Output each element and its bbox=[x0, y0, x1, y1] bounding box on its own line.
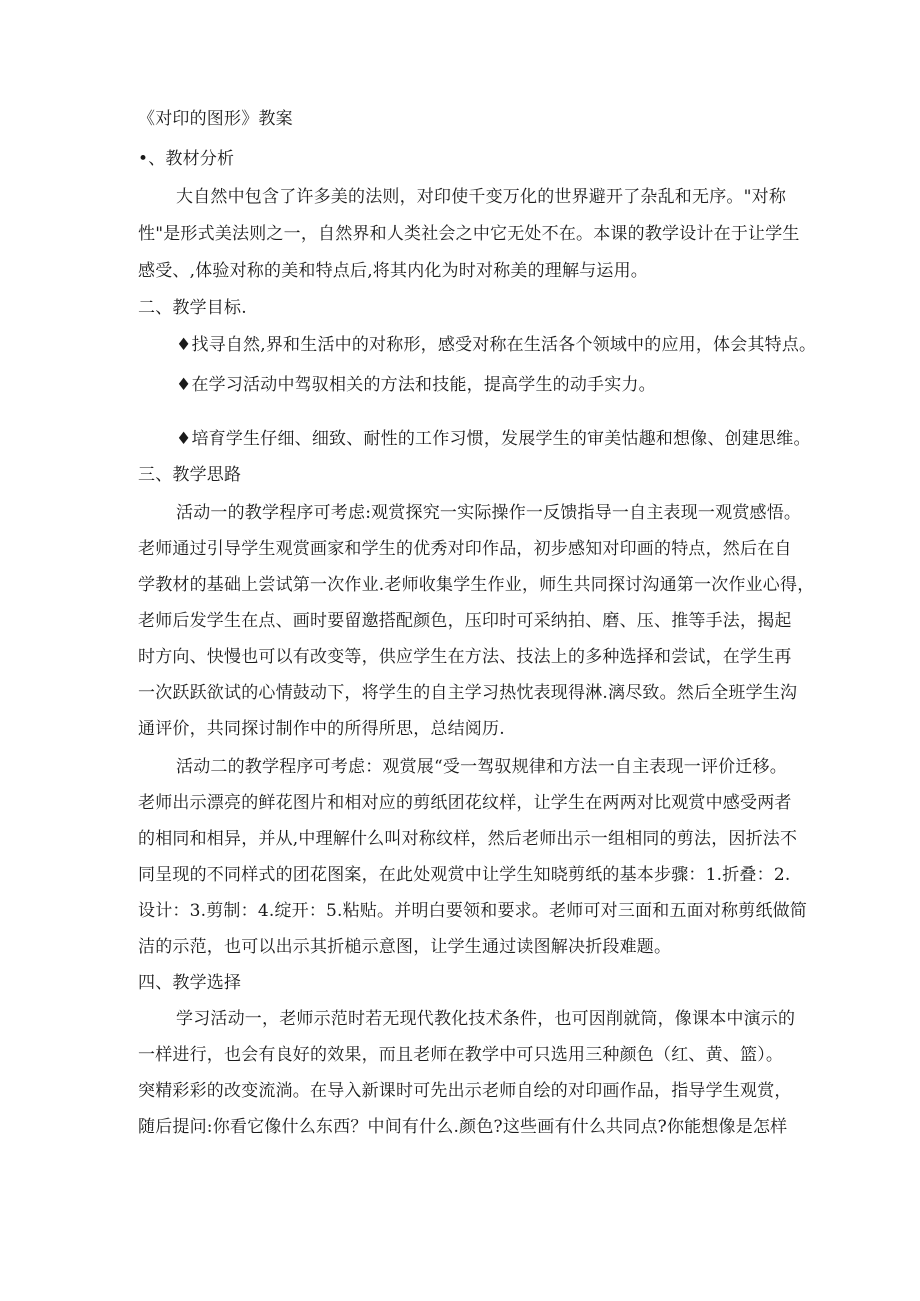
section3-para2-line: 老师出示漂亮的鲜花图片和相对应的剪纸团花纹样，让学生在两两对比观赏中感受两者 bbox=[138, 793, 792, 813]
section1-heading: •、教材分析 bbox=[138, 149, 235, 169]
document-title: 《对印的图形》教案 bbox=[138, 109, 293, 129]
section4-para1-line: 随后提问:你看它像什么东西？中间有什么.颜色?这些画有什么共同点?你能想像是怎样 bbox=[138, 1117, 788, 1137]
section4-heading: 四、教学选择 bbox=[138, 973, 242, 993]
section3-para1-line: 活动一的教学程序可考虑:观赏探究一实际操作一反馈指导一自主表现一观赏感悟。 bbox=[176, 503, 802, 523]
goal-bullet: ♦培育学生仔细、细致、耐性的工作习惯，发展学生的审美怙趣和想像、创建思维。 bbox=[176, 429, 811, 449]
section3-para2-line: 的相同和相异，并从,中理解什么叫对称纹样，然后老师出示一组相同的剪法，因折法不 bbox=[138, 829, 798, 849]
goal-bullet: ♦在学习活动中驾驭相关的方法和技能，提高学生的动手实力。 bbox=[176, 375, 656, 395]
section3-para1-line: 一次跃跃欲试的心情鼓动下，将学生的自主学习热忱表现得淋.漓尽致。然后全班学生沟 bbox=[138, 683, 798, 703]
section3-para1-line: 学教材的基础上尝试第一次作业.老师收集学生作业，师生共同探讨沟通第一次作业心得， bbox=[138, 575, 815, 595]
section3-para1-line: 通评价，共同探讨制作中的所得所思，总结阅历. bbox=[138, 719, 505, 739]
section2-heading: 二、教学目标. bbox=[138, 298, 247, 318]
section3-para1-line: 老师通过引导学生观赏画家和学生的优秀对印作品，初步感知对印画的特点，然后在自 bbox=[138, 539, 792, 559]
section3-heading: 三、教学思路 bbox=[138, 465, 242, 485]
section1-line: 性"是形式美法则之一，自然界和人类社会之中它无处不在。本课的教学设计在于让学生 bbox=[138, 224, 800, 244]
section4-para1-line: 学习活动一，老师示范时若无现代教化技术条件，也可因削就筒，像课本中演示的 bbox=[176, 1009, 796, 1029]
section3-para1-line: 时方向、快慢也可以有改变等，供应学生在方法、技法上的多种选择和尝试，在学生再 bbox=[138, 647, 792, 667]
section3-para2-line: 设计：3.剪制：4.绽开：5.粘贴。并明白要领和要求。老师可对三面和五面对称剪纸做简 bbox=[138, 901, 808, 921]
section3-para1-line: 老师后发学生在点、画时要留邀搭配颜色，压印时可采纳拍、磨、压、推等手法，揭起 bbox=[138, 611, 792, 631]
section3-para2-line: 同呈现的不同样式的团花图案，在此处观赏中让学生知晓剪纸的基本步骤：1.折叠：2. bbox=[138, 865, 791, 885]
section1-line: 大自然中包含了许多美的法则，对印使千变万化的世界避开了杂乱和无序。"对称 bbox=[176, 187, 787, 207]
section3-para2-line: 活动二的教学程序可考虑：观赏展“受一驾驭规律和方法一自主表现一评价迁移。 bbox=[176, 757, 787, 777]
section3-para2-line: 洁的示范，也可以出示其折槌示意图，让学生通过读图解决折段难题。 bbox=[138, 937, 672, 957]
section4-para1-line: 突精彩彩的改变流淌。在导入新课时可先出示老师自绘的对印画作品，指导学生观赏， bbox=[138, 1081, 792, 1101]
goal-bullet: ♦找寻自然,界和生活中的对称形，感受对称在生活各个领域中的应用，体会其特点。 bbox=[176, 335, 817, 355]
section1-line: 感受、,体验对称的美和特点后,将其内化为时对称美的理解与运用。 bbox=[138, 261, 649, 281]
section4-para1-line: 一样进行，也会有良好的效果，而且老师在教学中可只选用三种颜色（红、黄、篮）。 bbox=[138, 1045, 784, 1065]
